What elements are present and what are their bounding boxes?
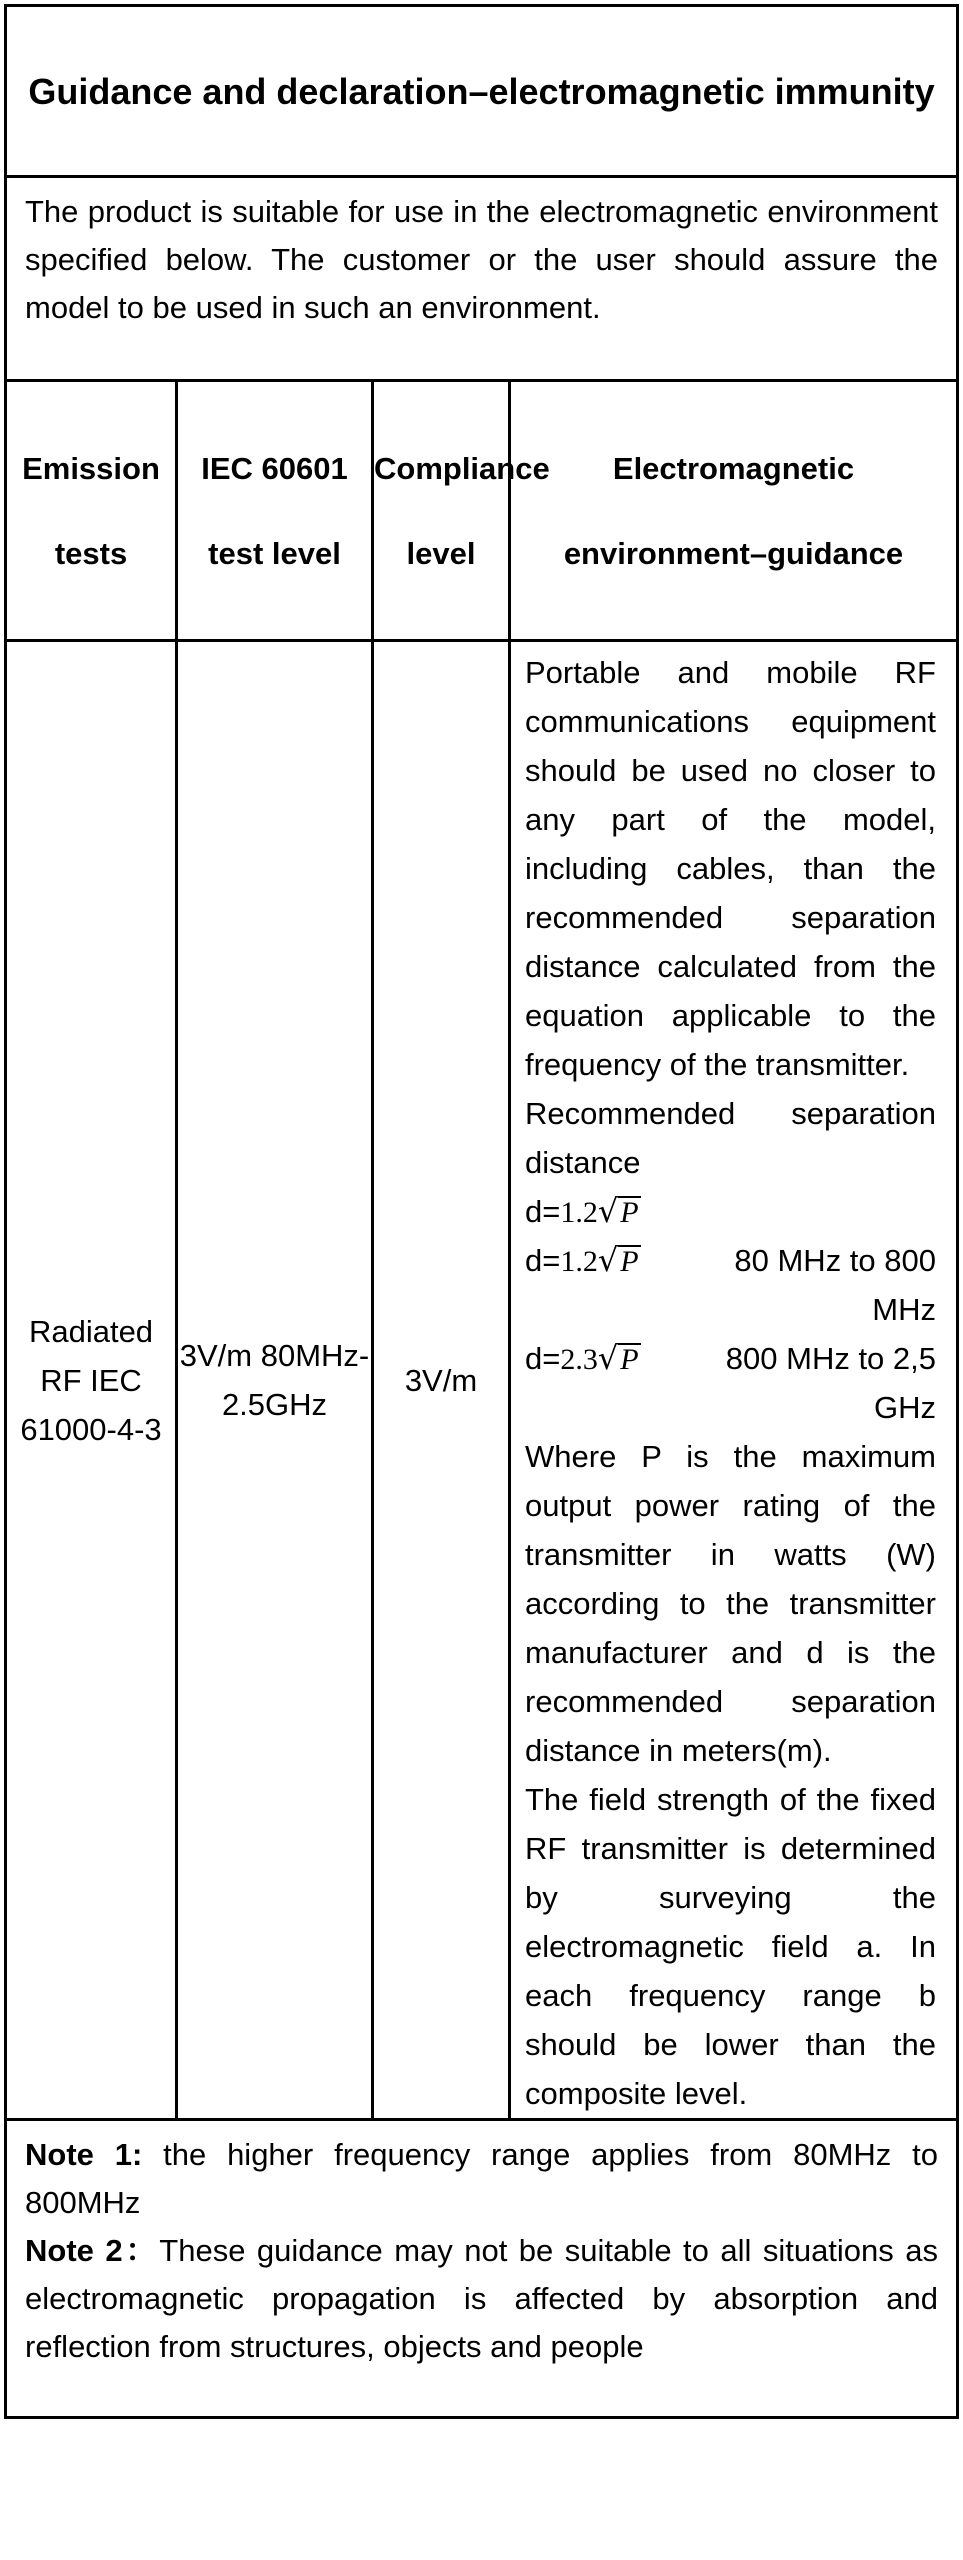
cell-guidance (510, 641, 958, 2120)
formula-2-range: 80 MHz to 800 MHz (734, 1243, 936, 1327)
guidance-paragraph-1: Portable and mobile RF communications equipment should be used no closer to any part of the model, including cables, than the recommended separation distance calculated from the equation applicable to the frequency of the transmitter. (525, 655, 936, 1082)
sqrt-icon: √ (597, 1192, 619, 1230)
immunity-table (4, 4, 959, 2419)
header-emission-tests: Emission tests (6, 381, 177, 641)
header-guidance: Electromagnetic environment–guidance (510, 381, 958, 641)
formula-3-variable: P (620, 1343, 639, 1376)
table-row (6, 641, 958, 2120)
note-1-label: Note 1: (25, 2137, 143, 2172)
formula-1-prefix: d= (525, 1194, 561, 1229)
formula-1-variable: P (620, 1196, 639, 1229)
header-iec-test-level: IEC 60601 test level (177, 381, 373, 641)
note-2-label: Note 2： (25, 2233, 160, 2268)
formula-3-range: 800 MHz to 2,5 GHz (725, 1341, 936, 1425)
header-compliance-level: Compliance level (373, 381, 510, 641)
note-1-text: the higher frequency range applies from 80MHz to 800MHz (25, 2137, 938, 2220)
formula-1 (525, 1187, 936, 1236)
notes (6, 2120, 958, 2418)
formula-1-coefficient: 1.2 (560, 1196, 598, 1229)
cell-compliance-level: 3V/m (373, 641, 510, 2120)
formula-3-coefficient: 2.3 (560, 1343, 598, 1376)
note-1 (25, 2131, 938, 2227)
note-2-text: These guidance may not be suitable to all situations as electromagnetic propagation is affected by absorption and reflection from structures, objects and people (25, 2233, 938, 2364)
formula-1-expression (560, 1187, 640, 1237)
formula-2-variable: P (620, 1245, 639, 1278)
table-title: Guidance and declaration–electromagnetic immunity (6, 6, 958, 177)
formula-2-expression (560, 1236, 640, 1286)
formula-2-coefficient: 1.2 (560, 1245, 598, 1278)
formula-2-prefix: d= (525, 1243, 561, 1278)
cell-emission-test: Radiated RF IEC 61000-4-3 (6, 641, 177, 2120)
formula-3-prefix: d= (525, 1341, 561, 1376)
guidance-paragraph-2: Recommended separation distance (525, 1096, 936, 1180)
guidance-paragraph-3: Where P is the maximum output power rating of the transmitter in watts (W) according to the transmitter manufacturer and d is the recommended separation distance in meters(m). (525, 1439, 936, 1768)
guidance-paragraph-4: The field strength of the fixed RF transmitter is determined by surveying the electromagnetic field a. In each frequency range b should be lower than the composite level. (525, 1782, 936, 2111)
note-2 (25, 2227, 938, 2371)
formula-3-expression (560, 1334, 640, 1384)
intro-text: The product is suitable for use in the electromagnetic environment specified below. The customer or the user should assure the model to be used in such an environment. (6, 177, 958, 381)
cell-iec-level: 3V/m 80MHz-2.5GHz (177, 641, 373, 2120)
sqrt-icon: √ (597, 1241, 619, 1279)
sqrt-icon: √ (597, 1339, 619, 1377)
formula-3 (525, 1334, 936, 1425)
formula-2 (525, 1236, 936, 1327)
